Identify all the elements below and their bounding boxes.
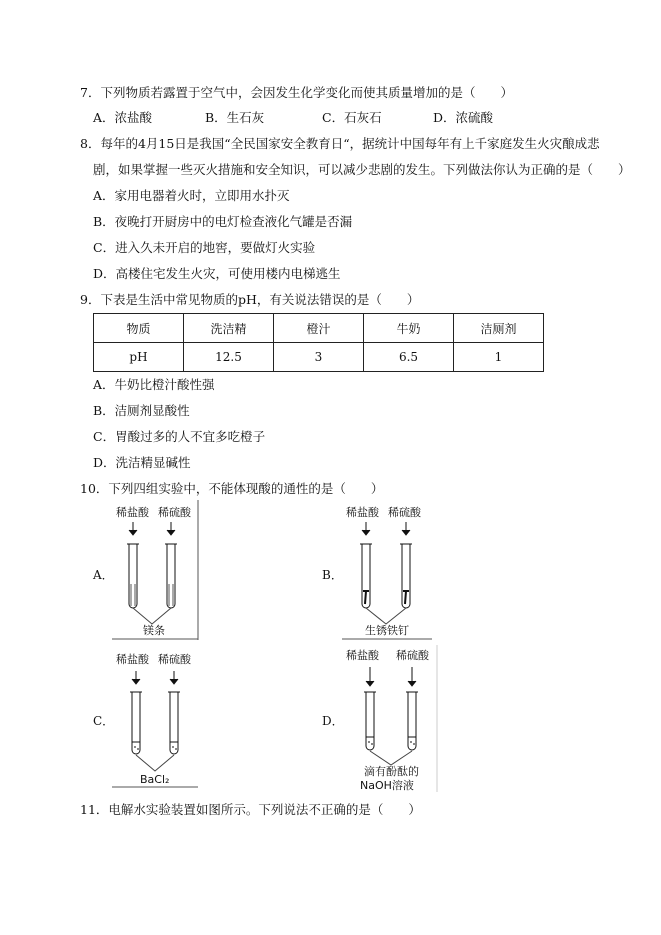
diagram-b xyxy=(342,500,432,640)
acid-label: 稀盐酸 xyxy=(346,506,379,519)
ph-table xyxy=(93,313,544,372)
table-cell: 牛奶 xyxy=(364,314,454,343)
table-cell: 洗洁精 xyxy=(184,314,274,343)
q11-stem: 11．电解水实验装置如图所示。下列说法不正确的是（ ） xyxy=(80,802,421,817)
acid-label: 稀硫酸 xyxy=(158,653,191,666)
table-cell: 1 xyxy=(454,343,544,372)
q8-option-c: C．进入久未开启的地窖，要做灯火实验 xyxy=(93,240,316,255)
reagent-label: 滴有酚酞的 xyxy=(364,765,419,778)
q8-option-d: D．高楼住宅发生火灾，可使用楼内电梯逃生 xyxy=(93,266,341,281)
diagram-d xyxy=(342,645,438,792)
diagram-a xyxy=(112,500,200,640)
q8-stem-2: 剧，如果掌握一些灭火措施和安全知识，可以减少悲剧的发生。下列做法你认为正确的是（ ） xyxy=(93,162,631,177)
q9-option-b: B．洁厕剂显酸性 xyxy=(93,403,190,418)
table-cell: 3 xyxy=(274,343,364,372)
q10-stem: 10．下列四组实验中，不能体现酸的通性的是（ ） xyxy=(80,481,384,496)
reagent-label: 生锈铁钉 xyxy=(365,624,409,637)
table-cell: 物质 xyxy=(94,314,184,343)
q8-option-b: B．夜晚打开厨房中的电灯检查液化气罐是否漏 xyxy=(93,214,353,229)
q9-option-d: D．洗洁精显碱性 xyxy=(93,455,191,470)
q9-option-a: A．牛奶比橙汁酸性强 xyxy=(93,377,215,392)
q9-option-c: C．胃酸过多的人不宜多吃橙子 xyxy=(93,429,266,444)
table-cell: 6.5 xyxy=(364,343,454,372)
q9-stem: 9．下表是生活中常见物质的pH，有关说法错误的是（ ） xyxy=(80,292,420,307)
q8-stem-1: 8．每年的4月15日是我国“全民国家安全教育日“，据统计中国每年有上千家庭发生火灾酿成悲 xyxy=(80,136,600,151)
table-cell: 洁厕剂 xyxy=(454,314,544,343)
q7-stem: 7．下列物质若露置于空气中，会因发生化学变化而使其质量增加的是（ ） xyxy=(80,85,513,100)
panel-b-label: B． xyxy=(322,568,343,582)
q7-option-d: D．浓硫酸 xyxy=(433,110,494,125)
table-cell: 橙汁 xyxy=(274,314,364,343)
panel-c-label: C． xyxy=(93,714,115,728)
q7-option-c: C．石灰石 xyxy=(322,110,382,125)
panel-d-label: D． xyxy=(322,714,344,728)
acid-label: 稀硫酸 xyxy=(158,506,191,519)
acid-label: 稀硫酸 xyxy=(388,506,421,519)
table-header-row xyxy=(94,314,544,343)
panel-a-label: A． xyxy=(93,568,114,582)
acid-label: 稀盐酸 xyxy=(346,649,379,662)
table-cell: pH xyxy=(94,343,184,372)
table-cell: 12.5 xyxy=(184,343,274,372)
acid-label: 稀盐酸 xyxy=(116,653,149,666)
reagent-label: BaCl₂ xyxy=(140,773,170,786)
q8-option-a: A．家用电器着火时，立即用水扑灭 xyxy=(93,188,290,203)
diagram-c xyxy=(112,645,200,788)
acid-label: 稀盐酸 xyxy=(116,506,149,519)
acid-label: 稀硫酸 xyxy=(396,649,429,662)
reagent-label-2: NaOH溶液 xyxy=(360,779,414,792)
q7-option-a: A．浓盐酸 xyxy=(93,110,153,125)
reagent-label: 镁条 xyxy=(143,624,165,637)
table-row xyxy=(94,343,544,372)
q7-option-b: B．生石灰 xyxy=(205,110,265,125)
